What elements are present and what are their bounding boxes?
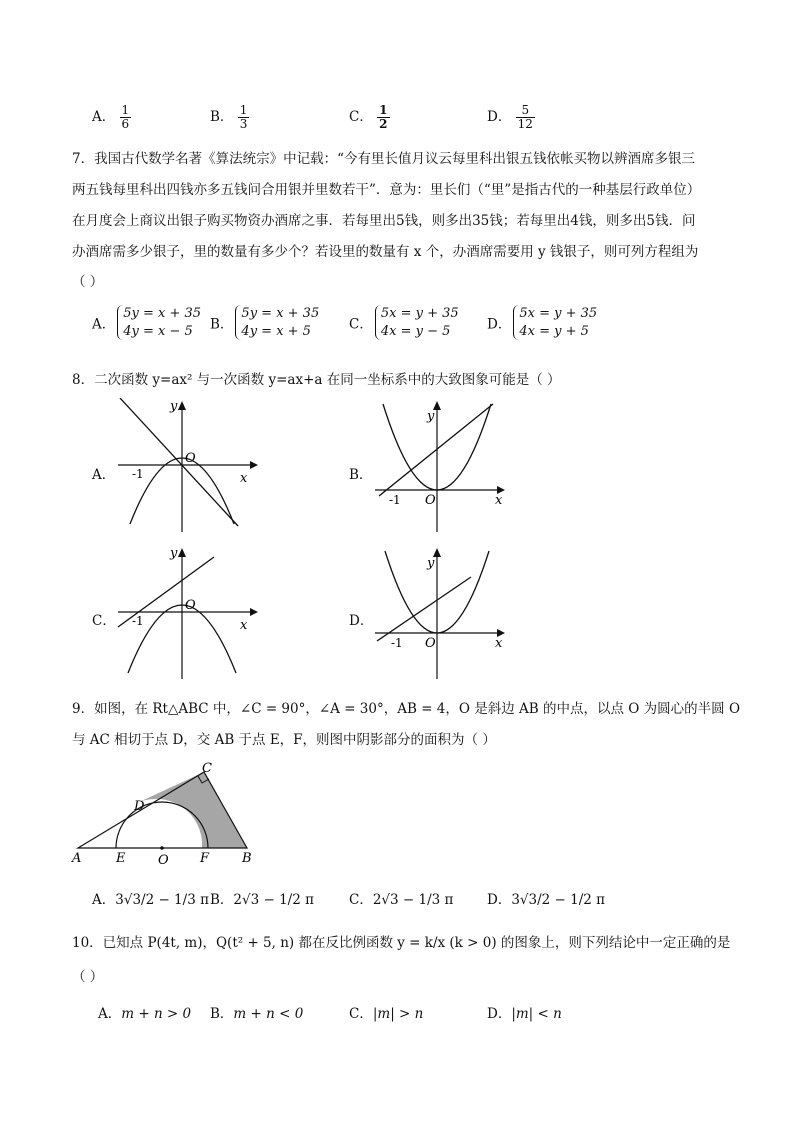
tick-label: -1 <box>132 614 144 628</box>
graph-c <box>110 545 260 679</box>
q9-option-c: C．2√3 − 1/3 π <box>349 892 454 908</box>
x-axis-label: x <box>495 636 503 651</box>
q8-stem: 8．二次函数 y=ax² 与一次函数 y=ax+a 在同一坐标系中的大致图象可能是（ ） <box>72 372 561 388</box>
tick-label: -1 <box>389 493 401 507</box>
equation-system: 5y = x + 35 4y = x + 5 <box>235 305 319 340</box>
q9-option-a: A．3√3/2 − 1/3 π <box>92 892 209 908</box>
y-axis-label: y <box>170 399 178 414</box>
q7-stem-line-2: 两五钱每里科出四钱亦多五钱问合用银并里数若干”．意为：里长们（“里”是指古代的一种基层行政单位） <box>72 182 701 198</box>
q6-option-c: C． $\frac{1}{2}$ <box>349 103 388 132</box>
fraction: $\frac{5}{12}$ <box>517 103 533 132</box>
q8-option-d-label: D． <box>349 613 374 629</box>
y-axis-label: y <box>427 409 435 424</box>
equation-system: 5x = y + 35 4x = y − 5 <box>375 305 459 340</box>
q10-option-b: B．m + n < 0 <box>210 1006 304 1022</box>
q8-option-c-label: C． <box>92 613 116 629</box>
point-d-label: D <box>134 799 145 814</box>
equation-system: 5x = y + 35 4x = y + 5 <box>513 305 597 340</box>
origin-label: O <box>185 451 196 466</box>
point-e-label: E <box>116 851 126 866</box>
q10-option-d: D．|m| < n <box>487 1006 562 1022</box>
point-a-label: A <box>72 851 82 866</box>
x-axis-label: x <box>495 493 503 508</box>
q9-stem-line-2: 与 AC 相切于点 D，交 AB 于点 E，F，则图中阴影部分的面积为（ ） <box>72 732 496 748</box>
graph-d <box>365 545 515 679</box>
tick-label: -1 <box>132 467 144 481</box>
q9-option-d: D．3√3/2 − 1/2 π <box>487 892 606 908</box>
fraction: $\frac{1}{3}$ <box>239 103 248 132</box>
q7-option-d: D．5x = y + 35 4x = y + 5 <box>487 306 598 339</box>
q9-triangle-figure <box>70 760 260 866</box>
y-axis-label: y <box>427 556 435 571</box>
origin-label: O <box>425 636 436 651</box>
q7-stem-line-4: 办酒席需多少银子，里的数量有多少个？若设里的数量有 x 个，办酒席需要用 y 钱银子，则可列方程组为 <box>72 244 699 260</box>
equation-system: 5y = x + 35 4y = x − 5 <box>117 305 201 340</box>
point-f-label: F <box>200 851 210 866</box>
q10-answer-paren: （ ） <box>72 969 104 985</box>
fraction: $\frac{1}{2}$ <box>379 103 388 132</box>
q10-stem: 10．已知点 P(4t, m)，Q(t² + 5, n) 都在反比例函数 y = k/x (k > 0) 的图象上，则下列结论中一定正确的是 <box>72 935 731 951</box>
point-b-label: B <box>242 851 252 866</box>
graph-b <box>365 398 515 532</box>
q8-option-b-label: B． <box>349 467 373 483</box>
q6-option-b: B． $\frac{1}{3}$ <box>210 103 248 132</box>
q10-option-c: C．|m| > n <box>349 1006 424 1022</box>
x-axis-label: x <box>240 618 248 633</box>
q6-option-d: D． $\frac{5}{12}$ <box>487 103 533 132</box>
y-axis-label: y <box>170 546 178 561</box>
point-c-label: C <box>202 761 212 776</box>
q7-option-b: B．5y = x + 35 4y = x + 5 <box>210 306 320 339</box>
q9-stem-line-1: 9．如图，在 Rt△ABC 中，∠C = 90°，∠A = 30°，AB = 4，O 是斜边 AB 的中点，以点 O 为圆心的半圆 O <box>72 701 741 717</box>
q8-option-a-label: A． <box>92 467 116 483</box>
x-axis-label: x <box>240 471 248 486</box>
graph-a <box>110 398 260 532</box>
q7-stem-line-3: 在月度会上商议出银子购买物资办酒席之事．若每里出5钱，则多出35钱；若每里出4钱，则多出5钱．问 <box>72 213 696 229</box>
q7-stem-line-1: 7．我国古代数学名著《算法统宗》中记载：“今有里长值月议云每里科出银五钱依帐买物以辨酒席多银三 <box>72 151 695 167</box>
tick-label: -1 <box>391 636 403 650</box>
q7-answer-paren: （ ） <box>72 274 104 290</box>
origin-label: O <box>185 598 196 613</box>
point-o-label: O <box>158 853 169 866</box>
q7-option-c: C．5x = y + 35 4x = y − 5 <box>349 306 459 339</box>
q7-option-a: A．5y = x + 35 4y = x − 5 <box>92 306 202 339</box>
origin-label: O <box>425 493 436 508</box>
fraction: $\frac{1}{6}$ <box>121 103 130 132</box>
q9-option-b: B．2√3 − 1/2 π <box>210 892 314 908</box>
q10-option-a: A．m + n > 0 <box>98 1006 192 1022</box>
q6-option-a: A． $\frac{1}{6}$ <box>92 103 130 132</box>
